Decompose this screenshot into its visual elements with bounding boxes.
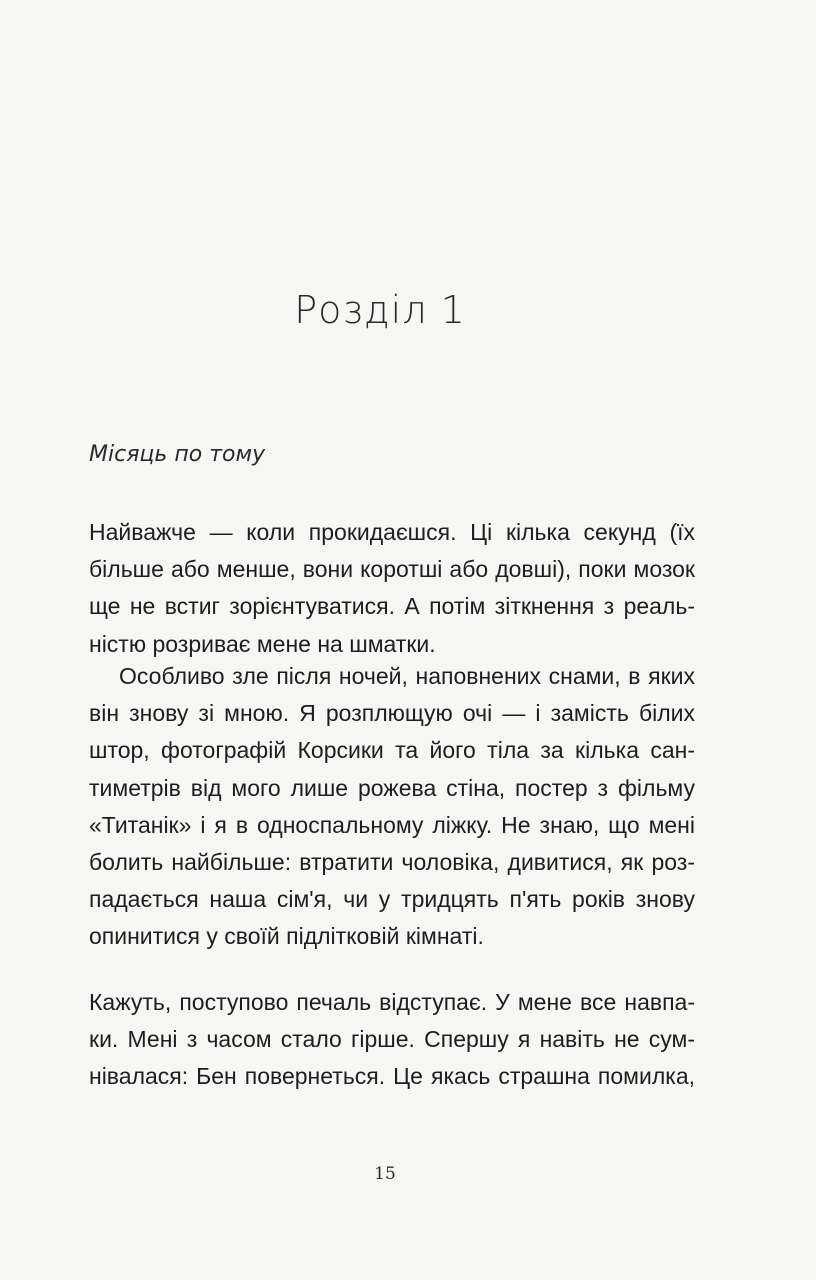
text-line: він знову зі мною. Я розплющую очі — і замість білих [89,700,695,727]
text-line: тиметрів від мого лише рожева стіна, постер з фільму [89,774,695,801]
text-line: Особливо зле після ночей, наповнених снами, в яких [119,663,695,689]
text-line: ки. Мені з часом стало гірше. Спершу я навіть не сум- [89,1026,695,1053]
paragraph [89,514,695,663]
chapter-subtitle: Місяць по тому [89,442,266,467]
text-line: Найважче — коли прокидаєшся. Ці кілька секунд (їх [89,519,695,545]
text-line: болить найбільше: втратити чоловіка, дивитися, як роз- [89,848,695,875]
chapter-title: Розділ 1 [294,288,466,332]
text-line: більше або менше, вони коротші або довші), поки мозок [89,556,695,583]
text-line: Кажуть, поступово печаль відступає. У мене все навпа- [89,989,695,1015]
text-line: опинитися у своїй підлітковій кімнаті. [89,923,484,950]
text-line: падається наша сім'я, чи у тридцять п'ять років знову [89,886,695,913]
paragraph [89,658,695,956]
text-line: ністю розриває мене на шматки. [89,630,436,657]
page-number: 15 [374,1164,396,1184]
text-line: ще не встиг зорієнтуватися. А потім зіткнення з реаль- [89,593,695,620]
paragraph [89,984,695,1096]
text-line: штор, фотографій Корсики та його тіла за кілька сан- [89,737,695,764]
text-line: нівалася: Бен повернеться. Це якась страшна помилка, [89,1063,695,1090]
text-line: «Титанік» і я в односпальному ліжку. Не знаю, що мені [89,811,695,838]
